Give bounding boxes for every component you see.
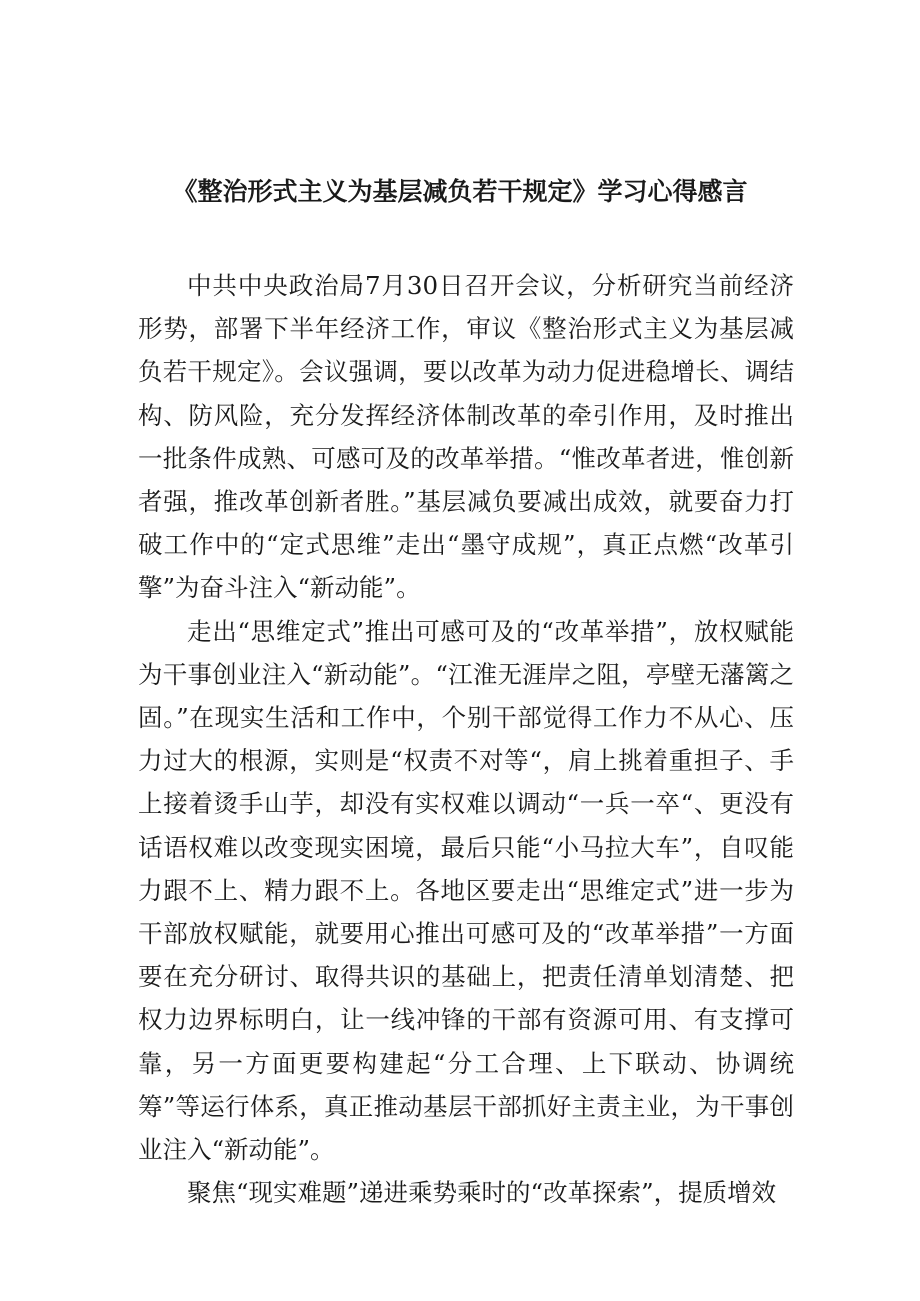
paragraph-1: 中共中央政治局7月30日召开会议，分析研究当前经济形势，部署下半年经济工作，审议《整治形式主义为基层减负若干规定》。会议强调，要以改革为动力促进稳增长、调结构、防风险，充分发挥经济体制改革的牵引作用，及时推出一批条件成熟、可感可及的改革举措。“惟改革者进，惟创新者强，推改革创新者胜。”基层减负要减出成效，就要奋力打破工作中的“定式思维”走出“墨守成规”，真正点燃“改革引擎”为奋斗注入“新动能”。 xyxy=(138,271,794,603)
document-title: 《整治形式主义为基层减负若干规定》学习心得感言 xyxy=(172,177,748,206)
document-body xyxy=(138,264,794,1214)
paragraph-2: 走出“思维定式”推出可感可及的“改革举措”，放权赋能为干事创业注入“新动能”。“江淮无涯岸之阻，亭壁无藩篱之固。”在现实生活和工作中，个别干部觉得工作力不从心、压力过大的根源，实则是“权责不对等“，肩上挑着重担子、手上接着烫手山芋，却没有实权难以调动“一兵一卒“、更没有话语权难以改变现实困境，最后只能“小马拉大车”，自叹能力跟不上、精力跟不上。各地区要走出“思维定式”进一步为干部放权赋能，就要用心推出可感可及的“改革举措”一方面要在充分研讨、取得共识的基础上，把责任清单划清楚、把权力边界标明白，让一线冲锋的干部有资源可用、有支撑可靠，另一方面更要构建起“分工合理、上下联动、协调统筹”等运行体系，真正推动基层干部抓好主责主业，为干事创业注入“新动能”。 xyxy=(138,616,794,1165)
paragraph-3: 聚焦“现实难题”递进乘势乘时的“改革探索”，提质增效 xyxy=(187,1178,777,1208)
